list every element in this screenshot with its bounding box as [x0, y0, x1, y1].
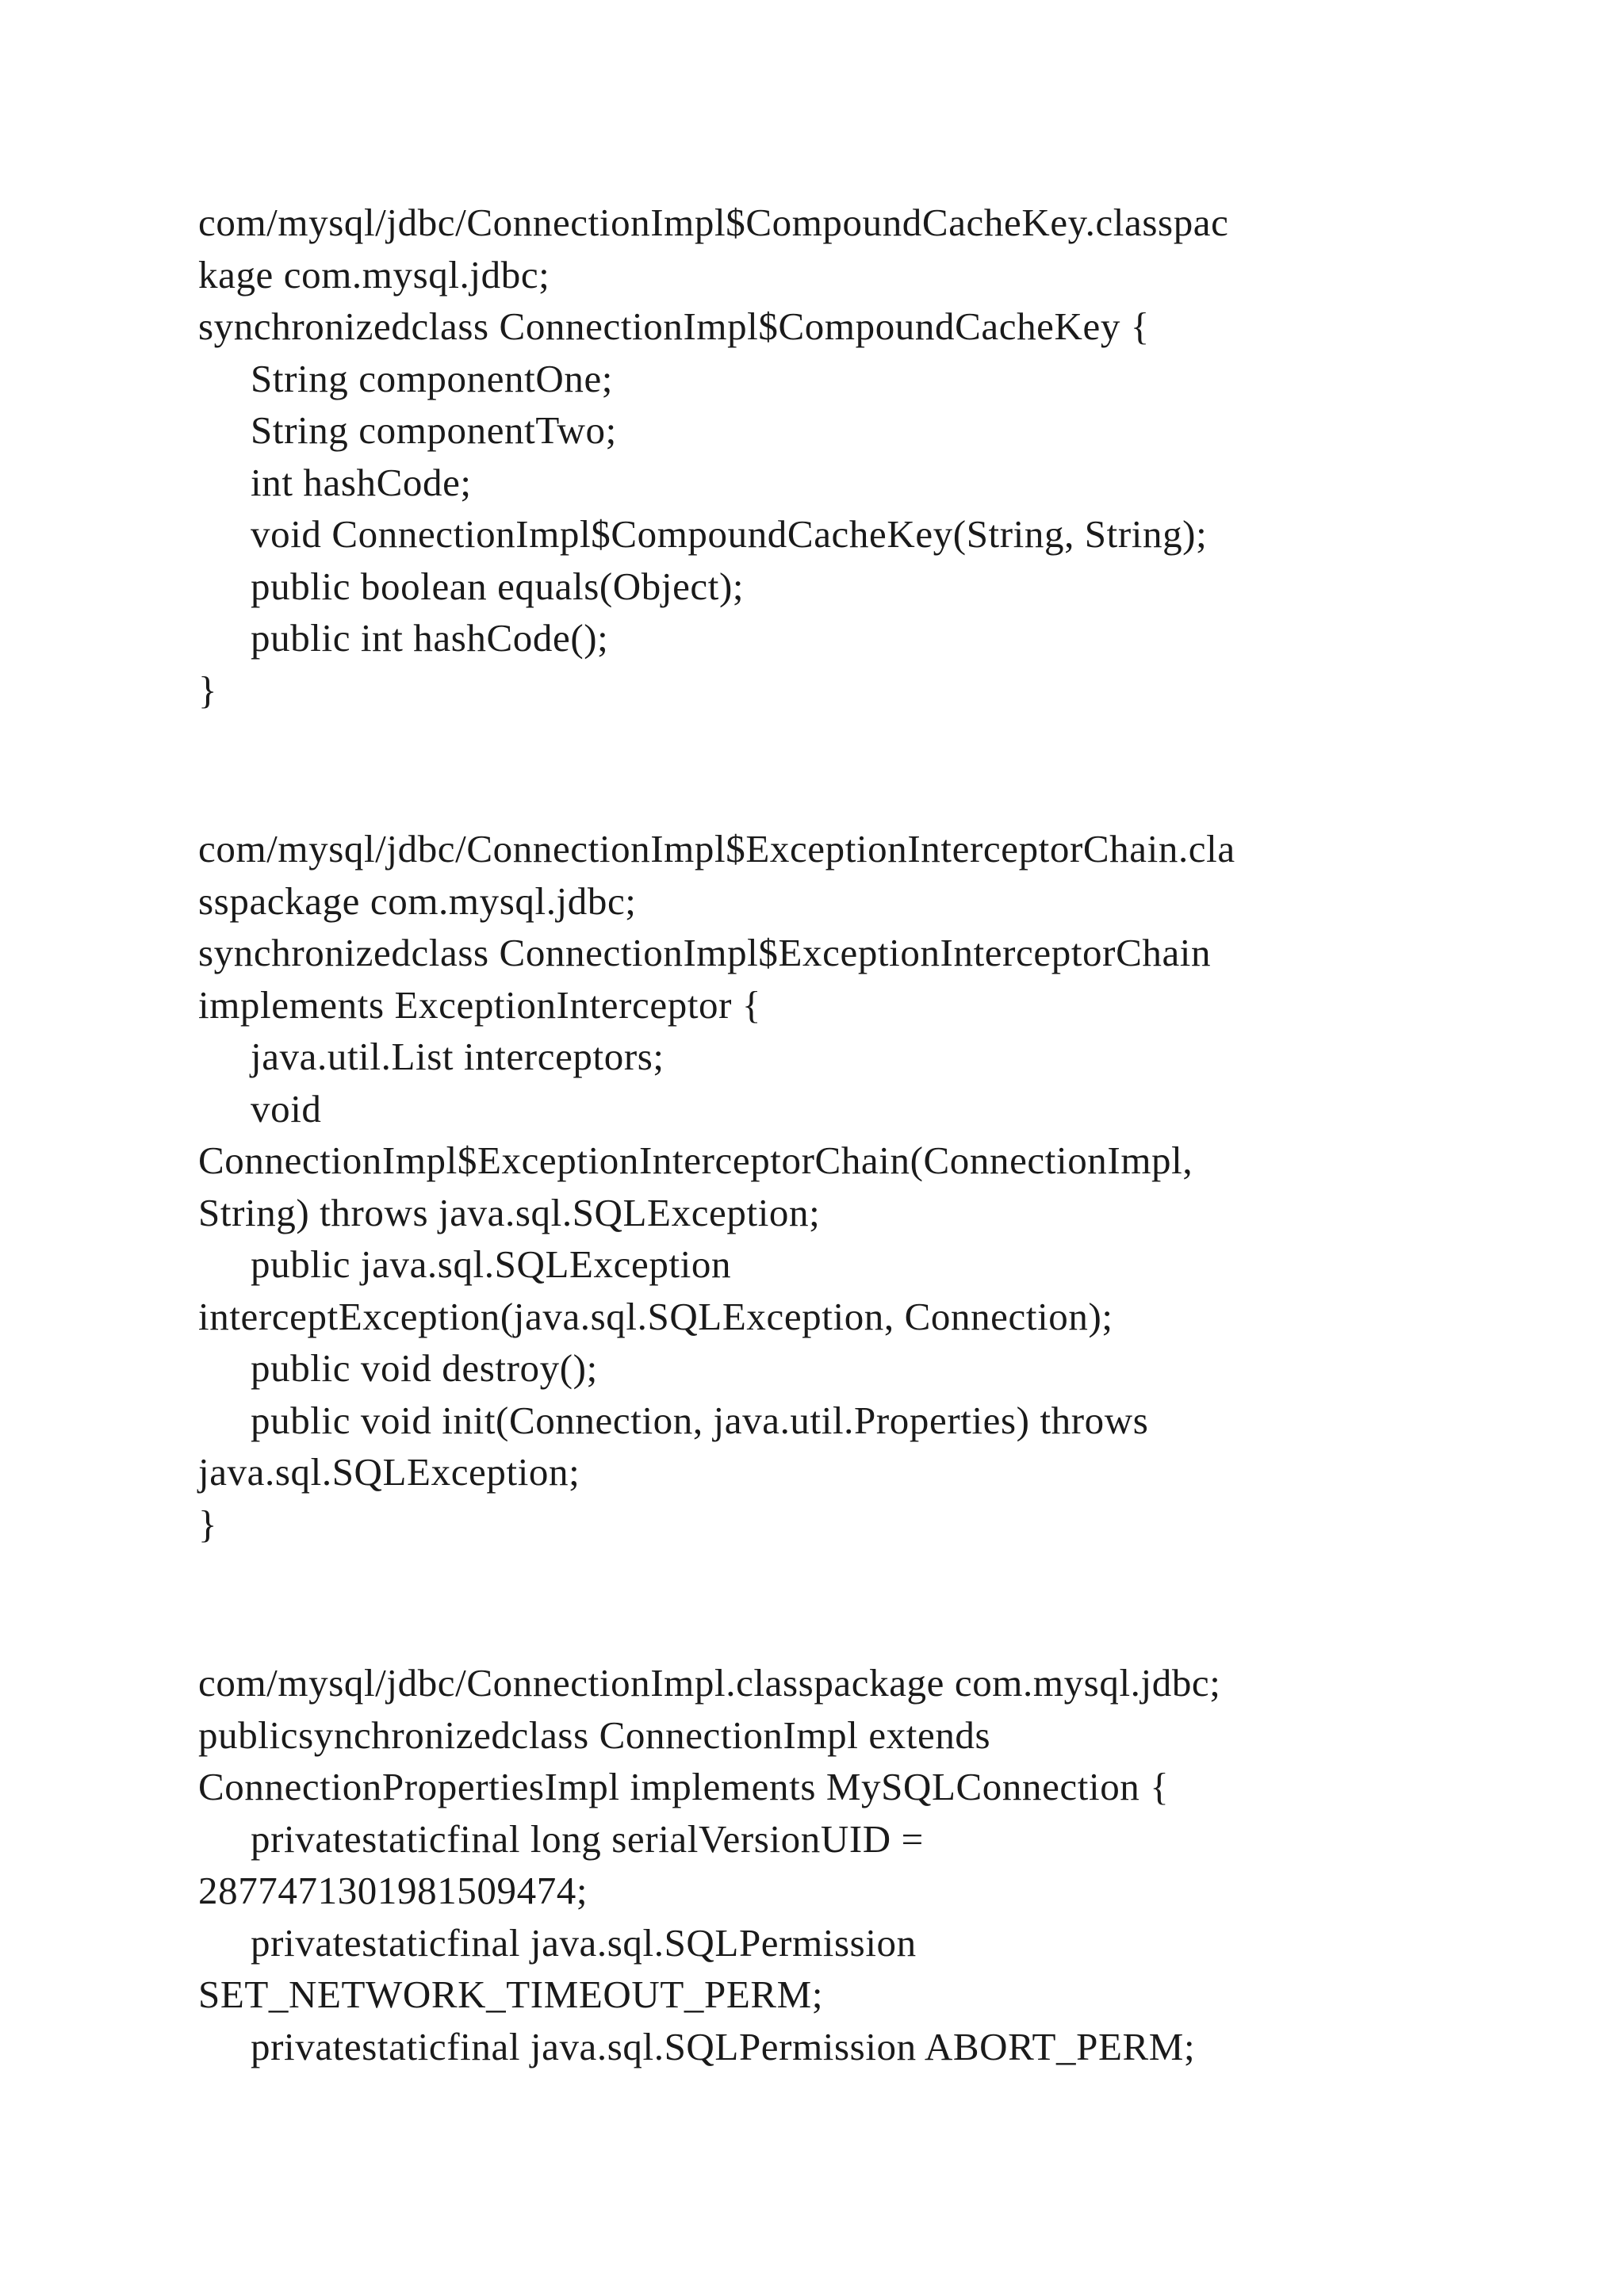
class-listing-exception-interceptor-chain: [198, 823, 1507, 1550]
method-line: public void destroy();: [251, 1346, 598, 1390]
closing-brace-line: }: [198, 668, 218, 712]
method-continuation-line: ConnectionImpl$ExceptionInterceptorChain(ConnectionImpl,: [198, 1138, 1193, 1182]
closing-brace-line: }: [198, 1502, 218, 1546]
method-line: public boolean equals(Object);: [251, 564, 745, 608]
method-line: public int hashCode();: [251, 616, 609, 660]
field-line: privatestaticfinal long serialVersionUID =: [251, 1816, 924, 1861]
class-declaration-line: publicsynchronizedclass ConnectionImpl extends: [198, 1712, 991, 1757]
package-line: sspackage com.mysql.jdbc;: [198, 878, 637, 923]
class-declaration-line: ConnectionPropertiesImpl implements MySQLConnection {: [198, 1765, 1170, 1808]
field-line: privatestaticfinal java.sql.SQLPermission ABORT_PERM;: [251, 2024, 1196, 2068]
class-declaration-line: implements ExceptionInterceptor {: [198, 982, 762, 1027]
field-line: int hashCode;: [251, 460, 472, 504]
field-line: java.util.List interceptors;: [251, 1035, 665, 1078]
class-listing-compound-cache-key: [198, 197, 1507, 716]
method-continuation-line: interceptException(java.sql.SQLException, Connection);: [198, 1294, 1113, 1338]
method-line: void ConnectionImpl$CompoundCacheKey(String, String);: [251, 512, 1208, 556]
field-continuation-line: 2877471301981509474;: [198, 1869, 588, 1912]
file-path-line: com/mysql/jdbc/ConnectionImpl$ExceptionInterceptorChain.cla: [198, 827, 1235, 871]
field-line: String componentTwo;: [251, 408, 617, 452]
field-line: String componentOne;: [251, 356, 614, 400]
method-line: public java.sql.SQLException: [251, 1242, 732, 1286]
method-line: public void init(Connection, java.util.Properties) throws: [251, 1398, 1149, 1442]
method-continuation-line: String) throws java.sql.SQLException;: [198, 1190, 821, 1234]
file-path-line: com/mysql/jdbc/ConnectionImpl$CompoundCacheKey.classpac: [198, 201, 1229, 244]
field-line: privatestaticfinal java.sql.SQLPermission: [251, 1920, 917, 1965]
field-continuation-line: SET_NETWORK_TIMEOUT_PERM;: [198, 1973, 824, 2016]
class-listing-connection-impl: [198, 1657, 1507, 2072]
package-line: kage com.mysql.jdbc;: [198, 252, 550, 297]
class-declaration-line: synchronizedclass ConnectionImpl$ExceptionInterceptorChain: [198, 931, 1212, 974]
file-path-line: com/mysql/jdbc/ConnectionImpl.classpackage com.mysql.jdbc;: [198, 1661, 1221, 1705]
class-declaration-line: synchronizedclass ConnectionImpl$CompoundCacheKey {: [198, 304, 1150, 348]
method-continuation-line: java.sql.SQLException;: [198, 1450, 580, 1494]
method-line: void: [251, 1086, 322, 1131]
